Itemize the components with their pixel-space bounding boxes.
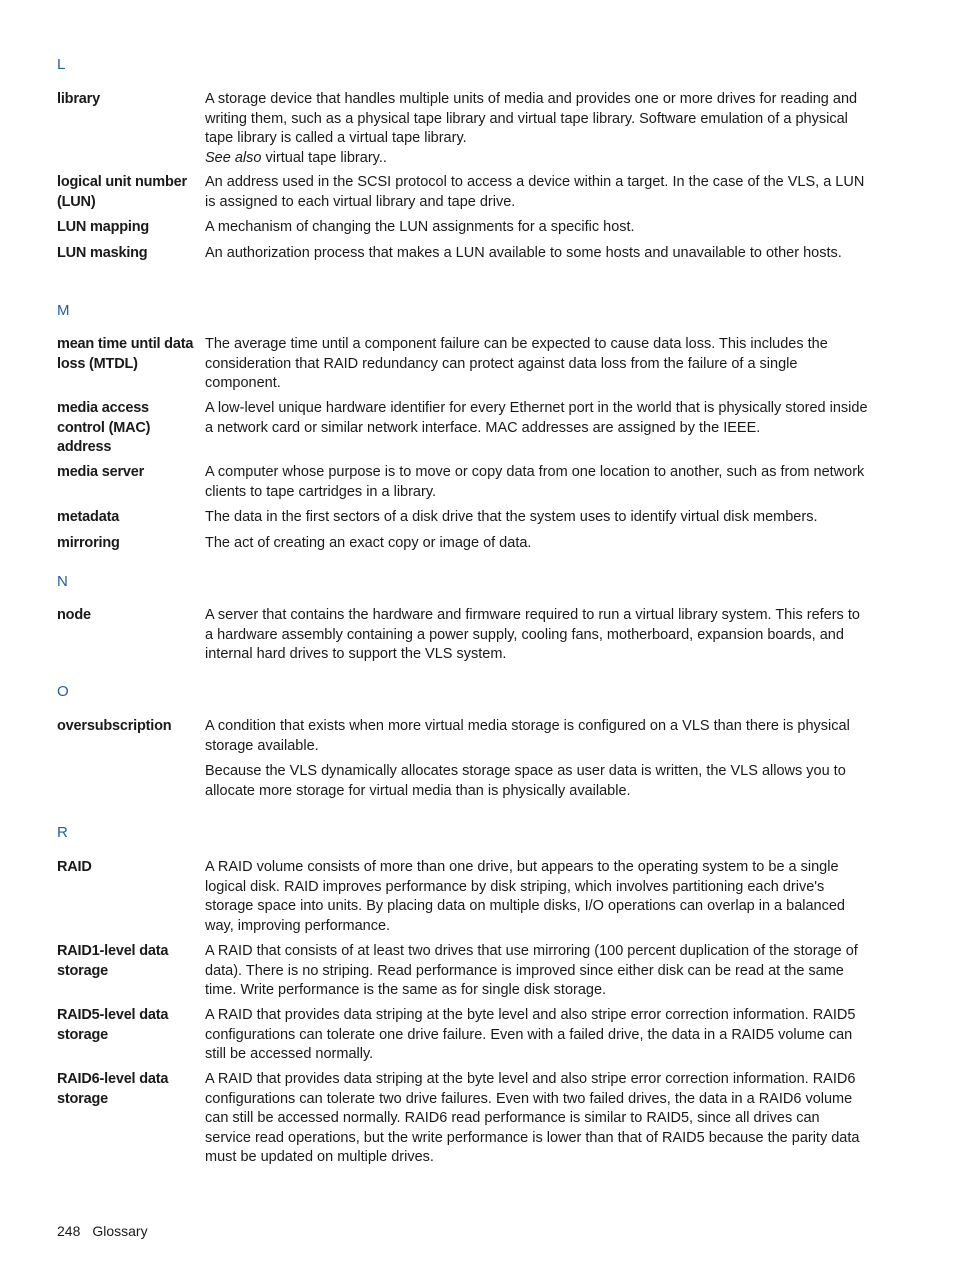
page-number: 248 <box>57 1223 81 1239</box>
term-library: library <box>57 91 100 107</box>
term-mirroring: mirroring <box>57 535 120 551</box>
section-letter-r: R <box>57 824 68 841</box>
definition-text: A server that contains the hardware and firmware required to run a virtual library system. This refers to a hardware assembly containing a power supply, cooling fans, motherboard, expansion boards, and internal hard drives to support the VLS system. <box>205 607 860 662</box>
definition-text: A mechanism of changing the LUN assignments for a specific host. <box>205 219 635 235</box>
definition-raid5 <box>205 1006 869 1065</box>
definition-text: Because the VLS dynamically allocates storage space as user data is written, the VLS allows you to allocate more storage for virtual media than is physically available. <box>205 763 846 799</box>
definition-text: A storage device that handles multiple units of media and provides one or more drives for reading and writing them, such as a physical tape library and virtual tape library. Software emulation of a physical tape library is called a virtual tape library. <box>205 91 858 146</box>
definition-text: A condition that exists when more virtual media storage is configured on a VLS than there is physical storage available. <box>205 718 850 754</box>
definition-text: A RAID volume consists of more than one drive, but appears to the operating system to be a single logical disk. RAID improves performance by disk striping, which involves partitioning each drive's storage space into units. By placing data on multiple disks, I/O operations can overlap in a balanced way, improving performance. <box>205 859 845 934</box>
definition-library <box>205 90 869 168</box>
term-node: node <box>57 607 91 623</box>
definition-metadata <box>205 508 869 528</box>
definition-raid1 <box>205 942 869 1001</box>
footer-section-title: Glossary <box>92 1223 148 1239</box>
definition-text: The act of creating an exact copy or image of data. <box>205 535 532 551</box>
section-letter-o: O <box>57 683 69 700</box>
definition-text: A RAID that provides data striping at the byte level and also stripe error correction information. RAID5 configurations can tolerate one drive failure. Even with a failed drive, the data in a RAID5 volume can still be accessed normally. <box>205 1007 856 1062</box>
term-mac-address: media access control (MAC) address <box>57 400 151 455</box>
definition-text: The data in the first sectors of a disk drive that the system uses to identify virtual disk members. <box>205 509 818 525</box>
term-metadata: metadata <box>57 509 120 525</box>
definition-mirroring <box>205 534 869 554</box>
term-oversubscription: oversubscription <box>57 718 172 734</box>
section-letter-n: N <box>57 573 68 590</box>
definition-lun <box>205 173 869 212</box>
definition-media-server <box>205 463 869 502</box>
definition-raid6 <box>205 1070 869 1168</box>
definition-text: A RAID that consists of at least two drives that use mirroring (100 percent duplication of the storage of data). There is no striping. Read performance is improved since either disk can be read at the same time. Write performance is the same as for single disk storage. <box>205 943 858 998</box>
see-also-line <box>205 149 869 169</box>
definition-text: A computer whose purpose is to move or copy data from one location to another, such as from network clients to tape cartridges in a library. <box>205 464 865 500</box>
definition-lun-masking <box>205 244 869 264</box>
term-mtdl: mean time until data loss (MTDL) <box>57 336 194 372</box>
definition-text: The average time until a component failure can be expected to cause data loss. This includes the consideration that RAID redundancy can protect against data loss from the failure of a single component. <box>205 336 828 391</box>
term-lun-mapping: LUN mapping <box>57 219 150 235</box>
page-footer <box>57 1223 148 1239</box>
definition-text: An authorization process that makes a LUN available to some hosts and unavailable to other hosts. <box>205 245 842 261</box>
definition-lun-mapping <box>205 218 869 238</box>
term-raid6: RAID6-level data storage <box>57 1071 169 1107</box>
term-lun-masking: LUN masking <box>57 245 148 261</box>
definition-text: A RAID that provides data striping at the byte level and also stripe error correction information. RAID6 configurations can tolerate two drive failures. Even with two failed drives, the data in a RAID6 volume can still be accessed normally. RAID6 read performance is similar to RAID5, since all drives can service read operations, but the write performance is lower than that of RAID5 because the parity data must be updated on multiple drives. <box>205 1071 860 1165</box>
definition-raid <box>205 858 869 936</box>
see-also-label: See also <box>205 149 262 166</box>
term-raid1: RAID1-level data storage <box>57 943 169 979</box>
definition-oversubscription <box>205 717 869 801</box>
definition-text: An address used in the SCSI protocol to access a device within a target. In the case of the VLS, a LUN is assigned to each virtual library and tape drive. <box>205 174 865 210</box>
definition-node <box>205 606 869 665</box>
term-raid: RAID <box>57 859 92 875</box>
see-also-text: virtual tape library.. <box>261 149 387 166</box>
section-letter-l: L <box>57 56 66 73</box>
definition-mac-address <box>205 399 869 438</box>
definition-mtdl <box>205 335 869 394</box>
definition-text: A low-level unique hardware identifier for every Ethernet port in the world that is physically stored inside a network card or similar network interface. MAC addresses are assigned by the IEEE. <box>205 400 868 436</box>
term-lun: logical unit number (LUN) <box>57 174 187 210</box>
term-raid5: RAID5-level data storage <box>57 1007 169 1043</box>
term-media-server: media server <box>57 464 145 480</box>
section-letter-m: M <box>57 302 70 319</box>
